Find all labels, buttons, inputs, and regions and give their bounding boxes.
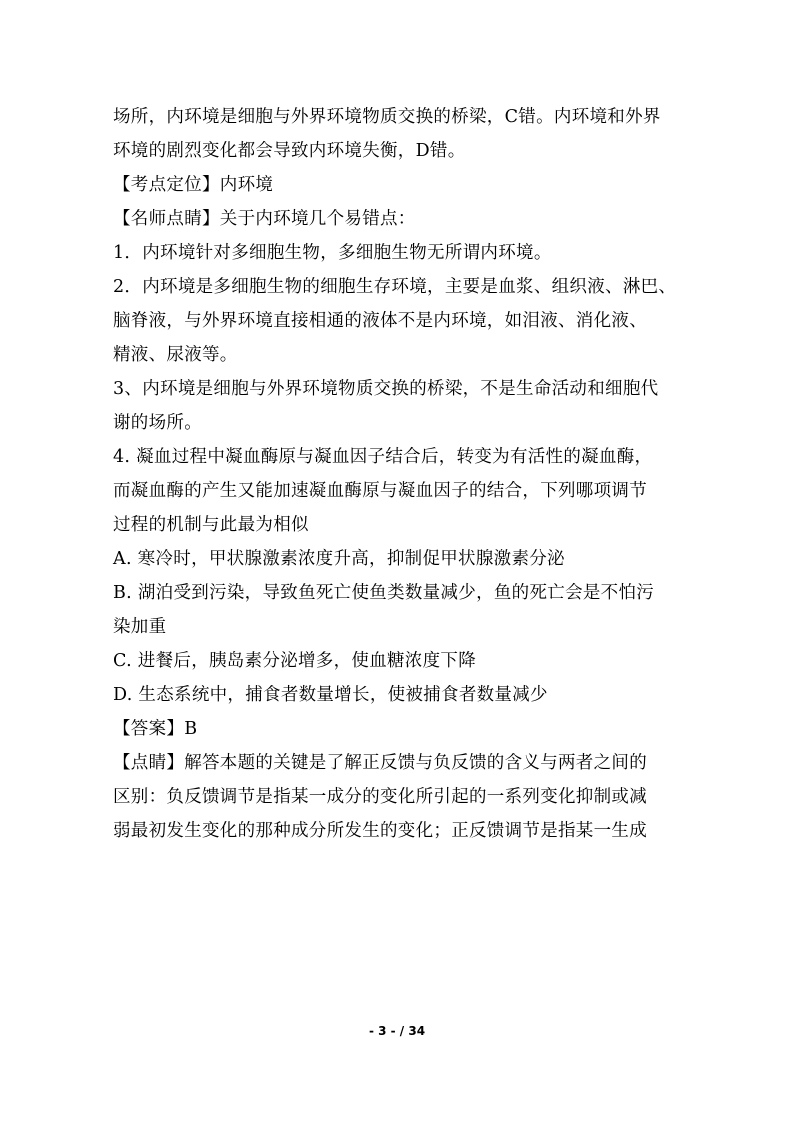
text-line: 【点睛】解答本题的关键是了解正反馈与负反馈的含义与两者之间的: [113, 753, 647, 773]
text-line: 2．内环境是多细胞生物的细胞生存环境，主要是血浆、组织液、淋巴、: [113, 277, 677, 297]
text-line: 3、内环境是细胞与外界环境物质交换的桥梁，不是生命活动和细胞代: [113, 379, 659, 399]
option-a: A. 寒冷时，甲状腺激素浓度升高，抑制促甲状腺激素分泌: [113, 549, 565, 569]
option-c: C. 进餐后，胰岛素分泌增多，使血糖浓度下降: [113, 651, 476, 671]
option-b: B. 湖泊受到污染，导致鱼死亡使鱼类数量减少，鱼的死亡会是不怕污: [113, 583, 655, 603]
option-b-continued: 染加重: [113, 617, 167, 637]
question-stem: 4. 凝血过程中凝血酶原与凝血因子结合后，转变为有活性的凝血酶，: [113, 447, 653, 467]
text-line: 场所，内环境是细胞与外界环境物质交换的桥梁，C错。内环境和外界: [113, 107, 661, 127]
question-stem: 过程的机制与此最为相似: [113, 515, 309, 535]
text-line: 脑脊液，与外界环境直接相通的液体不是内环境，如泪液、消化液、: [113, 311, 647, 331]
option-d: D. 生态系统中，捕食者数量增长，使被捕食者数量减少: [113, 685, 548, 705]
text-line: 谢的场所。: [113, 413, 202, 433]
text-line: 【考点定位】内环境: [113, 175, 274, 195]
text-line: 环境的剧烈变化都会导致内环境失衡，D错。: [113, 141, 466, 161]
text-line: 1．内环境针对多细胞生物，多细胞生物无所谓内环境。: [113, 243, 552, 263]
text-line: 弱最初发生变化的那种成分所发生的变化；正反馈调节是指某一生成: [113, 821, 647, 841]
page-body: [113, 100, 688, 848]
page-number: - 3 - / 34: [368, 1024, 426, 1038]
text-line: 【名师点睛】关于内环境几个易错点：: [113, 209, 416, 229]
question-stem: 而凝血酶的产生又能加速凝血酶原与凝血因子的结合，下列哪项调节: [113, 481, 647, 501]
text-line: 精液、尿液等。: [113, 345, 238, 365]
answer: 【答案】B: [113, 719, 198, 739]
text-line: 区别：负反馈调节是指某一成分的变化所引起的一系列变化抑制或减: [113, 787, 647, 807]
